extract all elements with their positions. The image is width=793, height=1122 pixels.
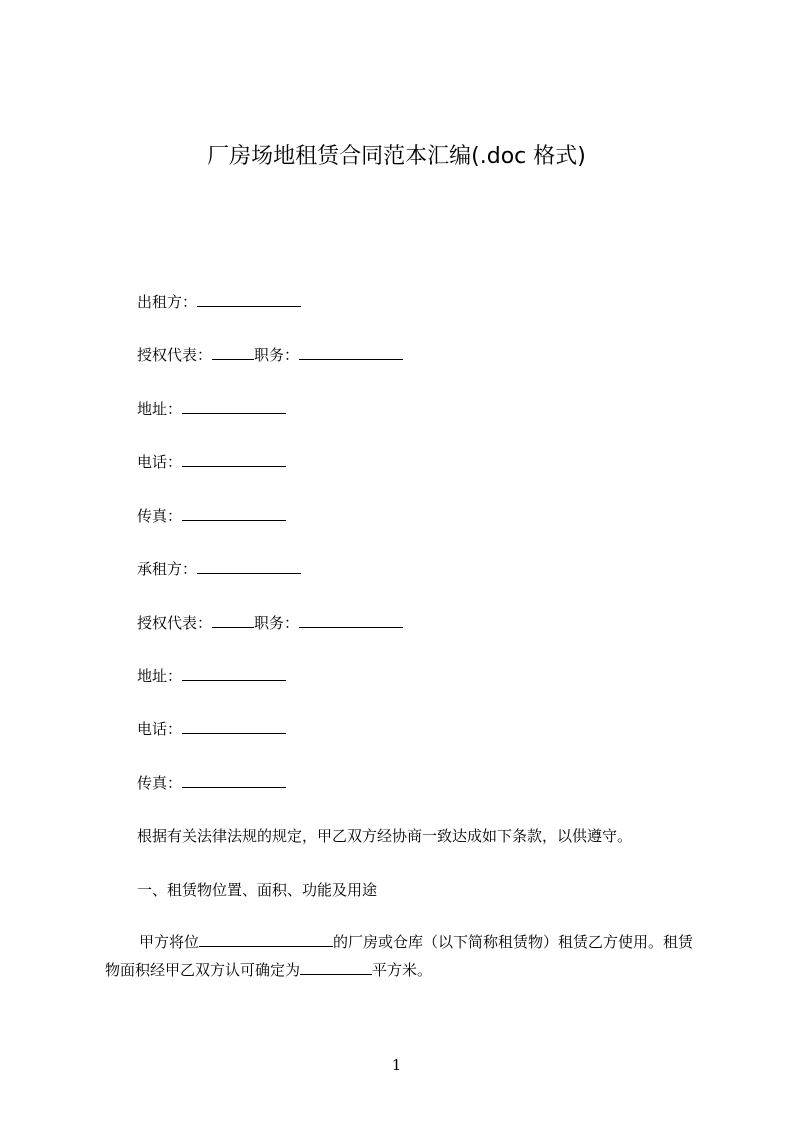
lessor-rep-blank bbox=[212, 344, 254, 360]
lessor-fax-line bbox=[137, 505, 286, 527]
section-text-a: 甲方将位 bbox=[139, 933, 200, 951]
section-text-b: 的厂房或仓库（以下简称租赁物）租赁乙方使用。租赁物面积经甲乙双方认可确定为 bbox=[105, 933, 694, 979]
lessee-label: 承租方： bbox=[137, 560, 198, 578]
page-number: 1 bbox=[391, 1056, 402, 1074]
lessee-fax-line bbox=[137, 772, 286, 794]
location-blank bbox=[199, 931, 333, 947]
lessee-blank bbox=[197, 558, 301, 574]
lessee-rep-label: 授权代表： bbox=[137, 614, 213, 632]
section-text-c: 平方米。 bbox=[372, 961, 433, 979]
lessor-label: 出租方： bbox=[137, 293, 198, 311]
lessee-address-label: 地址： bbox=[137, 667, 183, 685]
lessee-position-label: 职务： bbox=[254, 614, 300, 632]
lessor-address-line bbox=[137, 398, 286, 420]
section-heading: 一、租赁物位置、面积、功能及用途 bbox=[137, 881, 378, 899]
lessee-address-blank bbox=[182, 665, 286, 681]
lessee-position-blank bbox=[299, 612, 403, 628]
section-paragraph bbox=[105, 928, 705, 984]
lessee-rep-blank bbox=[212, 612, 254, 628]
lessor-position-blank bbox=[299, 344, 403, 360]
lessor-position-label: 职务： bbox=[254, 346, 300, 364]
document-title: 厂房场地租赁合同范本汇编(.doc 格式) bbox=[207, 144, 586, 169]
lessor-fax-label: 传真： bbox=[137, 507, 183, 525]
area-blank bbox=[300, 959, 372, 975]
lessor-phone-line bbox=[137, 451, 286, 473]
lessor-phone-label: 电话： bbox=[137, 453, 183, 471]
lessor-address-blank bbox=[182, 398, 286, 414]
lessee-rep-line bbox=[137, 612, 403, 634]
lessor-blank bbox=[197, 291, 301, 307]
lessor-fax-blank bbox=[182, 505, 286, 521]
lessee-phone-label: 电话： bbox=[137, 720, 183, 738]
lessor-rep-line bbox=[137, 344, 403, 366]
lessee-phone-line bbox=[137, 718, 286, 740]
lessee-phone-blank bbox=[182, 718, 286, 734]
lessor-line bbox=[137, 291, 301, 313]
lessor-phone-blank bbox=[182, 451, 286, 467]
lessee-fax-label: 传真： bbox=[137, 774, 183, 792]
lessee-address-line bbox=[137, 665, 286, 687]
lessor-address-label: 地址： bbox=[137, 400, 183, 418]
lessee-line bbox=[137, 558, 301, 580]
lessor-rep-label: 授权代表： bbox=[137, 346, 213, 364]
intro-paragraph: 根据有关法律法规的规定，甲乙双方经协商一致达成如下条款，以供遵守。 bbox=[137, 827, 633, 845]
lessee-fax-blank bbox=[182, 772, 286, 788]
